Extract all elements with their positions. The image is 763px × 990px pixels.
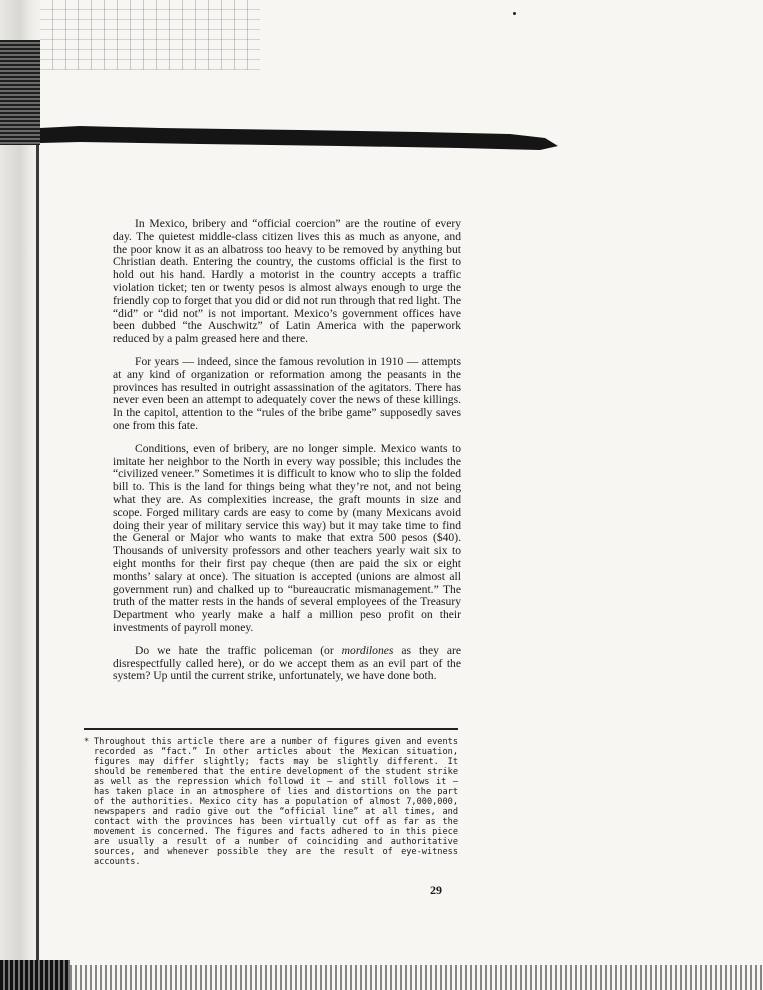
header-ink-bar <box>40 122 560 162</box>
scan-bleed-through <box>40 0 260 70</box>
paragraph-1: In Mexico, bribery and “official coercion” are the routine of every day. The quietest middle-class citizen lives this as much as anyone, and the poor know it as an albatross too heavy to be removed by anything but Christian death. Entering the country, the customs official is the first to hold out his hand. Hardly a motorist in the country accepts a traffic violation ticket; ten or twenty pesos is almost always enough to urge the friendly cop to forget that you did or did not run through that red light. The “did” or “did not” is not important. Mexico’s government offices have been dubbed “the Auschwitz” of Latin America with the paperwork reduced by a palm greased here and there. <box>113 217 461 346</box>
scan-binding-shadow <box>0 40 40 145</box>
scan-speck <box>513 12 516 15</box>
paragraph-4 <box>113 645 461 683</box>
footnote <box>84 737 458 867</box>
paragraph-4-start: Do we hate the traffic policeman (or <box>135 643 342 657</box>
footnote-marker: * <box>84 737 90 747</box>
scan-bottom-corner <box>0 960 70 990</box>
paragraph-2: For years — indeed, since the famous revolution in 1910 — attempts at any kind of organization or reformation among the peasants in the provinces has resulted in outright assassination of the agitators. There has never even been an attempt to adequately cover the news of these killings. In the capitol, attention to the “rules of the bribe game” supposedly saves one from this fate. <box>113 354 461 432</box>
italic-term: mordilones <box>341 643 394 657</box>
footnote-text: Throughout this article there are a number of figures given and events recorded as “fact.” In other articles about the Mexican situation, figures may differ slightly; facts may be slightly different. It should be remembered that the entire development of the student strike as well as the repression which followd it — and still follows it — has taken place in an atmosphere of lies and distortions on the part of the authorities. Mexico city has a population of almost 7,000,000, newspapers and radio give out the “official line” at all times, and contact with the provinces has been virtually cut off as far as the movement is concerned. The figures and facts adhered to in this piece are usually a result of a number of coinciding and authoritative sources, and whenever possible they are the result of eye-witness accounts. <box>94 737 458 867</box>
scan-left-margin <box>0 0 40 990</box>
page-number: 29 <box>430 883 442 897</box>
article-body <box>113 218 461 693</box>
scan-bottom-edge <box>0 965 763 990</box>
paragraph-4-end: as they are disrespectfully called here), or do we accept them as an evil part of the system? Up until the current strike, unfortunately, we have done both. <box>113 643 461 683</box>
page-spine-edge <box>36 145 39 975</box>
paragraph-3: Conditions, even of bribery, are no longer simple. Mexico wants to imitate her neighbor to the North in every way possible; this includes the “civilized veneer.” Sometimes it is difficult to know who to slip the folded bill to. This is the land for things being what they’re not, and not being what they are. As complexities increase, the graft mounts in size and scope. Forged military cards are easy to come by (many Mexicans avoid doing their year of military service this way) but it may take time to find the General or Major who wants to make that extra 500 pesos ($40). Thousands of university professors and other teachers yearly wait six to eight months for their first pay cheque (then are paid the six or eight months’ salary at once). The situation is accepted (unions are almost all government run) and chalked up to “bureaucratic mismanagement.” The truth of the matter rests in the hands of several employees of the Treasury Department who yearly make a half a million peso profit on their investments of payroll money. <box>113 441 461 634</box>
footnote-rule <box>84 728 458 730</box>
